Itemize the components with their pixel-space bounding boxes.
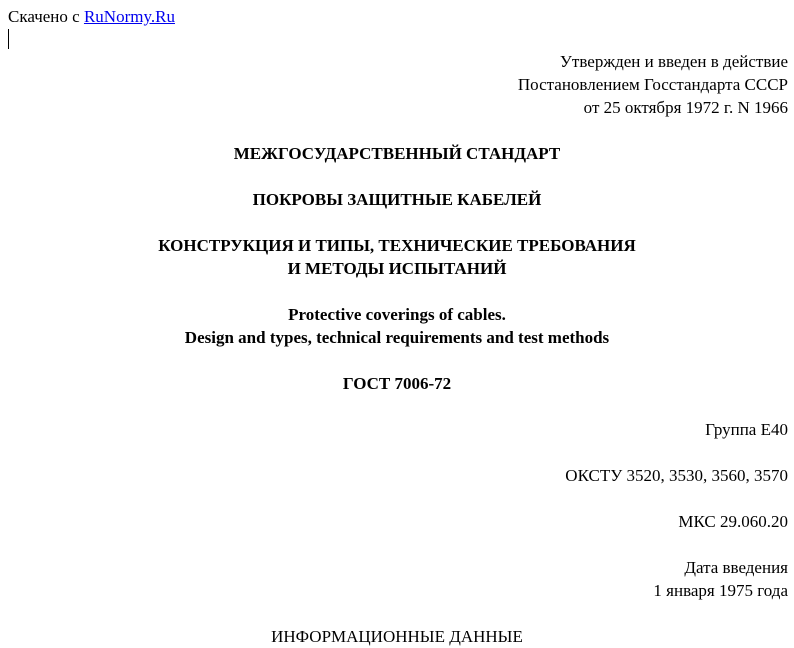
source-prefix: Скачено с	[8, 7, 84, 26]
document-title: ПОКРОВЫ ЗАЩИТНЫЕ КАБЕЛЕЙ	[252, 190, 542, 209]
approval-line-1: Утвержден и введен в действие	[559, 52, 788, 71]
document-subtitle-line-2: И МЕТОДЫ ИСПЫТАНИЙ	[287, 259, 507, 278]
document-subtitle-line-1: КОНСТРУКЦИЯ И ТИПЫ, ТЕХНИЧЕСКИЕ ТРЕБОВАНИЯ	[158, 236, 636, 255]
introduction-date: 1 января 1975 года	[653, 581, 788, 600]
source-line	[8, 5, 175, 28]
source-link[interactable]: RuNormy.Ru	[83, 7, 175, 26]
text-cursor	[8, 29, 9, 49]
standard-code: ГОСТ 7006-72	[342, 374, 452, 393]
approval-line-2: Постановлением Госстандарта СССР	[517, 75, 788, 94]
introduction-label: Дата введения	[684, 558, 788, 577]
english-title-line-1: Protective coverings of cables.	[288, 305, 506, 324]
standard-type: МЕЖГОСУДАРСТВЕННЫЙ СТАНДАРТ	[233, 144, 561, 163]
classification-group: Группа Е40	[705, 420, 788, 439]
info-section-heading: ИНФОРМАЦИОННЫЕ ДАННЫЕ	[271, 627, 523, 646]
okstu-codes: ОКСТУ 3520, 3530, 3560, 3570	[565, 466, 788, 485]
approval-line-3: от 25 октября 1972 г. N 1966	[583, 98, 788, 117]
english-title-line-2: Design and types, technical requirements and test methods	[184, 328, 610, 347]
mks-code: МКС 29.060.20	[678, 512, 788, 531]
